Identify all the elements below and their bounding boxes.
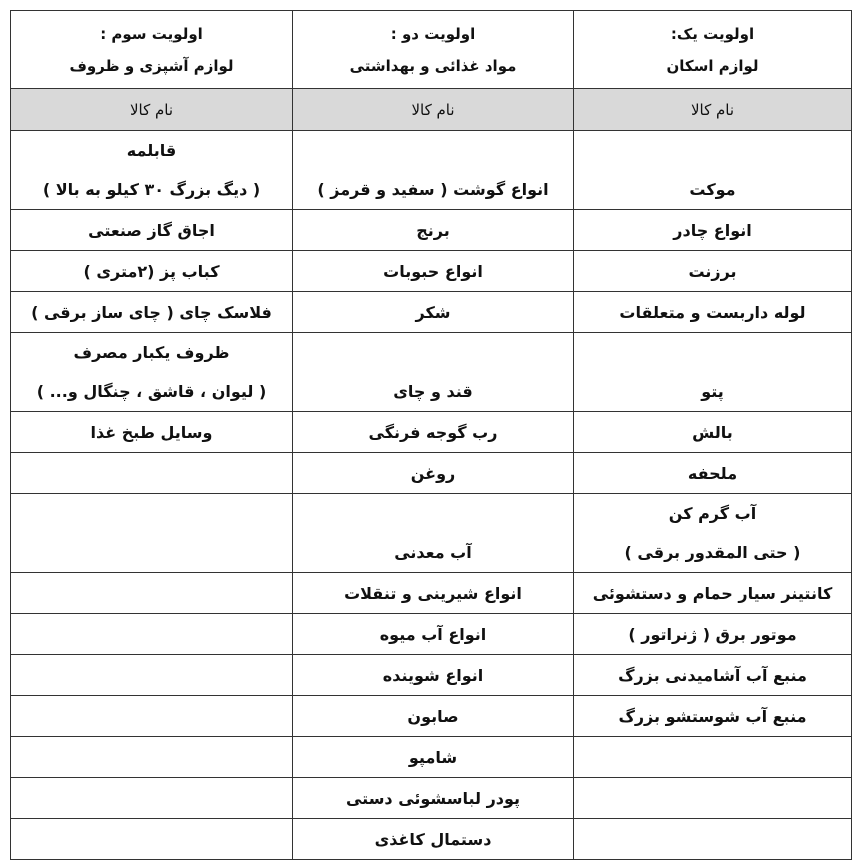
- table-cell: [11, 819, 293, 860]
- table-row: [11, 614, 852, 655]
- table-cell: [11, 453, 293, 494]
- table-row: [11, 251, 852, 292]
- table-cell: صابون: [293, 696, 574, 737]
- table-cell: روغن: [293, 453, 574, 494]
- table-cell: انواع حبوبات: [293, 251, 574, 292]
- table-row: [11, 573, 852, 614]
- table-cell: موکت: [574, 131, 852, 210]
- column-label: نام کالا: [293, 89, 574, 131]
- table-cell: ملحفه: [574, 453, 852, 494]
- priority-table: [10, 10, 852, 860]
- table-cell: دستمال کاغذی: [293, 819, 574, 860]
- table-cell: [11, 737, 293, 778]
- table-cell: انواع آب میوه: [293, 614, 574, 655]
- table-cell: وسایل طبخ غذا: [11, 412, 293, 453]
- table-cell: [574, 819, 852, 860]
- table-cell: فلاسک چای ( چای ساز برقی ): [11, 292, 293, 333]
- table-row: [11, 819, 852, 860]
- header-priority-1: اولویت یک: لوازم اسکان: [574, 11, 852, 89]
- table-cell: [574, 737, 852, 778]
- table-cell: [11, 573, 293, 614]
- table-cell: آب معدنی: [293, 494, 574, 573]
- table-cell: شکر: [293, 292, 574, 333]
- table-cell: [11, 696, 293, 737]
- table-row: [11, 494, 852, 573]
- table-cell: لوله داربست و متعلقات: [574, 292, 852, 333]
- table-cell: قابلمه ( دیگ بزرگ ۳۰ کیلو به بالا ): [11, 131, 293, 210]
- table-cell: برنج: [293, 210, 574, 251]
- table-cell: منبع آب شوستشو بزرگ: [574, 696, 852, 737]
- table-row: [11, 778, 852, 819]
- table-row: [11, 333, 852, 412]
- header-priority-3: اولویت سوم : لوازم آشپزی و ظروف: [11, 11, 293, 89]
- table-cell: قند و چای: [293, 333, 574, 412]
- column-label: نام کالا: [11, 89, 293, 131]
- table-row: [11, 453, 852, 494]
- table-cell: پودر لباسشوئی دستی: [293, 778, 574, 819]
- table-row: [11, 655, 852, 696]
- table-row: [11, 737, 852, 778]
- table-cell: شامپو: [293, 737, 574, 778]
- table-cell: [11, 494, 293, 573]
- table-cell: [11, 655, 293, 696]
- header-row: [11, 11, 852, 89]
- table-row: [11, 131, 852, 210]
- table-row: [11, 292, 852, 333]
- table-cell: انواع شوینده: [293, 655, 574, 696]
- table-cell: کباب پز (۲متری ): [11, 251, 293, 292]
- table-cell: اجاق گاز صنعتی: [11, 210, 293, 251]
- table-row: [11, 210, 852, 251]
- table-cell: منبع آب آشامیدنی بزرگ: [574, 655, 852, 696]
- table-cell: انواع چادر: [574, 210, 852, 251]
- table-row: [11, 412, 852, 453]
- header-priority-2: اولویت دو : مواد غذائی و بهداشتی: [293, 11, 574, 89]
- table-cell: آب گرم کن ( حتی المقدور برقی ): [574, 494, 852, 573]
- table-cell: [11, 778, 293, 819]
- table-cell: ظروف یکبار مصرف ( لیوان ، قاشق ، چنگال و... ): [11, 333, 293, 412]
- column-label: نام کالا: [574, 89, 852, 131]
- table-cell: [11, 614, 293, 655]
- table-cell: [574, 778, 852, 819]
- table-cell: پتو: [574, 333, 852, 412]
- table-cell: کانتینر سیار حمام و دستشوئی: [574, 573, 852, 614]
- column-label-row: [11, 89, 852, 131]
- table-cell: بالش: [574, 412, 852, 453]
- table-cell: انواع گوشت ( سفید و قرمز ): [293, 131, 574, 210]
- table-row: [11, 696, 852, 737]
- table-cell: رب گوجه فرنگی: [293, 412, 574, 453]
- table-cell: موتور برق ( ژنراتور ): [574, 614, 852, 655]
- table-cell: انواع شیرینی و تنقلات: [293, 573, 574, 614]
- table-cell: برزنت: [574, 251, 852, 292]
